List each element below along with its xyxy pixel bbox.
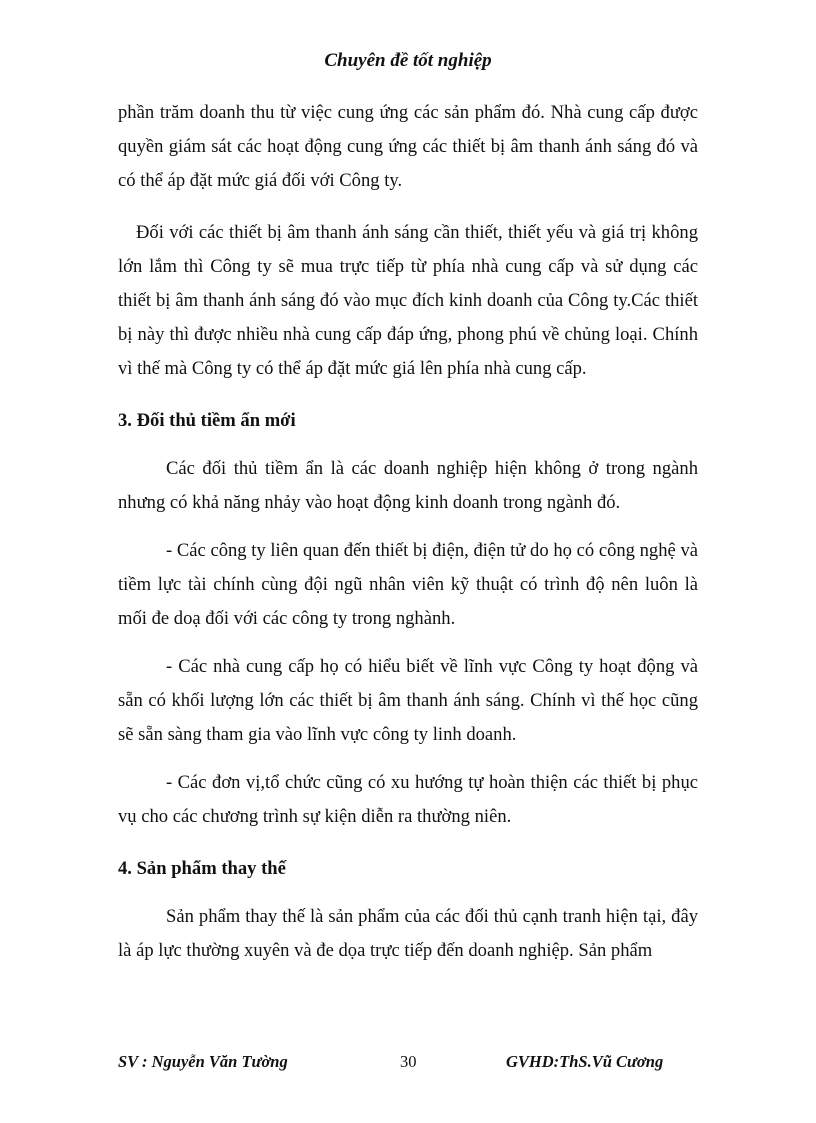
section-heading-substitutes: 4. Sản phẩm thay thế xyxy=(118,858,286,879)
page-body xyxy=(118,96,698,968)
footer-advisor: GVHD:ThS.Vũ Cương xyxy=(506,1052,664,1071)
paragraph-continuation: phần trăm doanh thu từ việc cung ứng các sản phẩm đó. Nhà cung cấp được quyền giám sát các hoạt động cung ứng các thiết bị âm thanh ánh sáng đó và có thể áp đặt mức giá đối với Công ty. xyxy=(118,102,698,191)
section-heading-potential-competitors: 3. Đối thủ tiềm ẩn mới xyxy=(118,410,296,431)
page-header xyxy=(0,50,816,72)
paragraph-substitutes: Sản phẩm thay thế là sản phẩm của các đối thủ cạnh tranh hiện tại, đây là áp lực thường xuyên và đe dọa trực tiếp đến doanh nghiệp. Sản phẩm xyxy=(118,906,698,961)
paragraph-suppliers: Đối với các thiết bị âm thanh ánh sáng cần thiết, thiết yếu và giá trị không lớn lắm thì Công ty sẽ mua trực tiếp từ phía nhà cung cấp và sử dụng các thiết bị âm thanh ánh sáng đó vào mục đích kinh doanh của Công ty.Các thiết bị này thì được nhiều nhà cung cấp đáp ứng, phong phú về chủng loại. Chính vì thế mà Công ty có thể áp đặt mức giá lên phía nhà cung cấp. xyxy=(118,222,698,379)
bullet-electronics-companies: - Các công ty liên quan đến thiết bị điện, điện tử do họ có công nghệ và tiềm lực tài chính cùng đội ngũ nhân viên kỹ thuật có trình độ nên luôn là mối đe doạ đối với các công ty trong nghành. xyxy=(118,540,698,629)
page-footer xyxy=(118,1052,698,1076)
document-title: Chuyên đề tốt nghiệp xyxy=(324,50,492,71)
paragraph-potential-competitors: Các đối thủ tiềm ẩn là các doanh nghiệp hiện không ở trong ngành nhưng có khả năng nhảy vào hoạt động kinh doanh trong ngành đó. xyxy=(118,458,698,513)
footer-student: SV : Nguyễn Văn Tường xyxy=(118,1052,288,1071)
page-number: 30 xyxy=(400,1052,417,1071)
bullet-organizations: - Các đơn vị,tổ chức cũng có xu hướng tự hoàn thiện các thiết bị phục vụ cho các chương trình sự kiện diễn ra thường niên. xyxy=(118,772,698,827)
bullet-suppliers: - Các nhà cung cấp họ có hiểu biết về lĩnh vực Công ty hoạt động và sẵn có khối lượng lớn các thiết bị âm thanh ánh sáng. Chính vì thế học cũng sẽ sẵn sàng tham gia vào lĩnh vực công ty linh doanh. xyxy=(118,656,698,745)
